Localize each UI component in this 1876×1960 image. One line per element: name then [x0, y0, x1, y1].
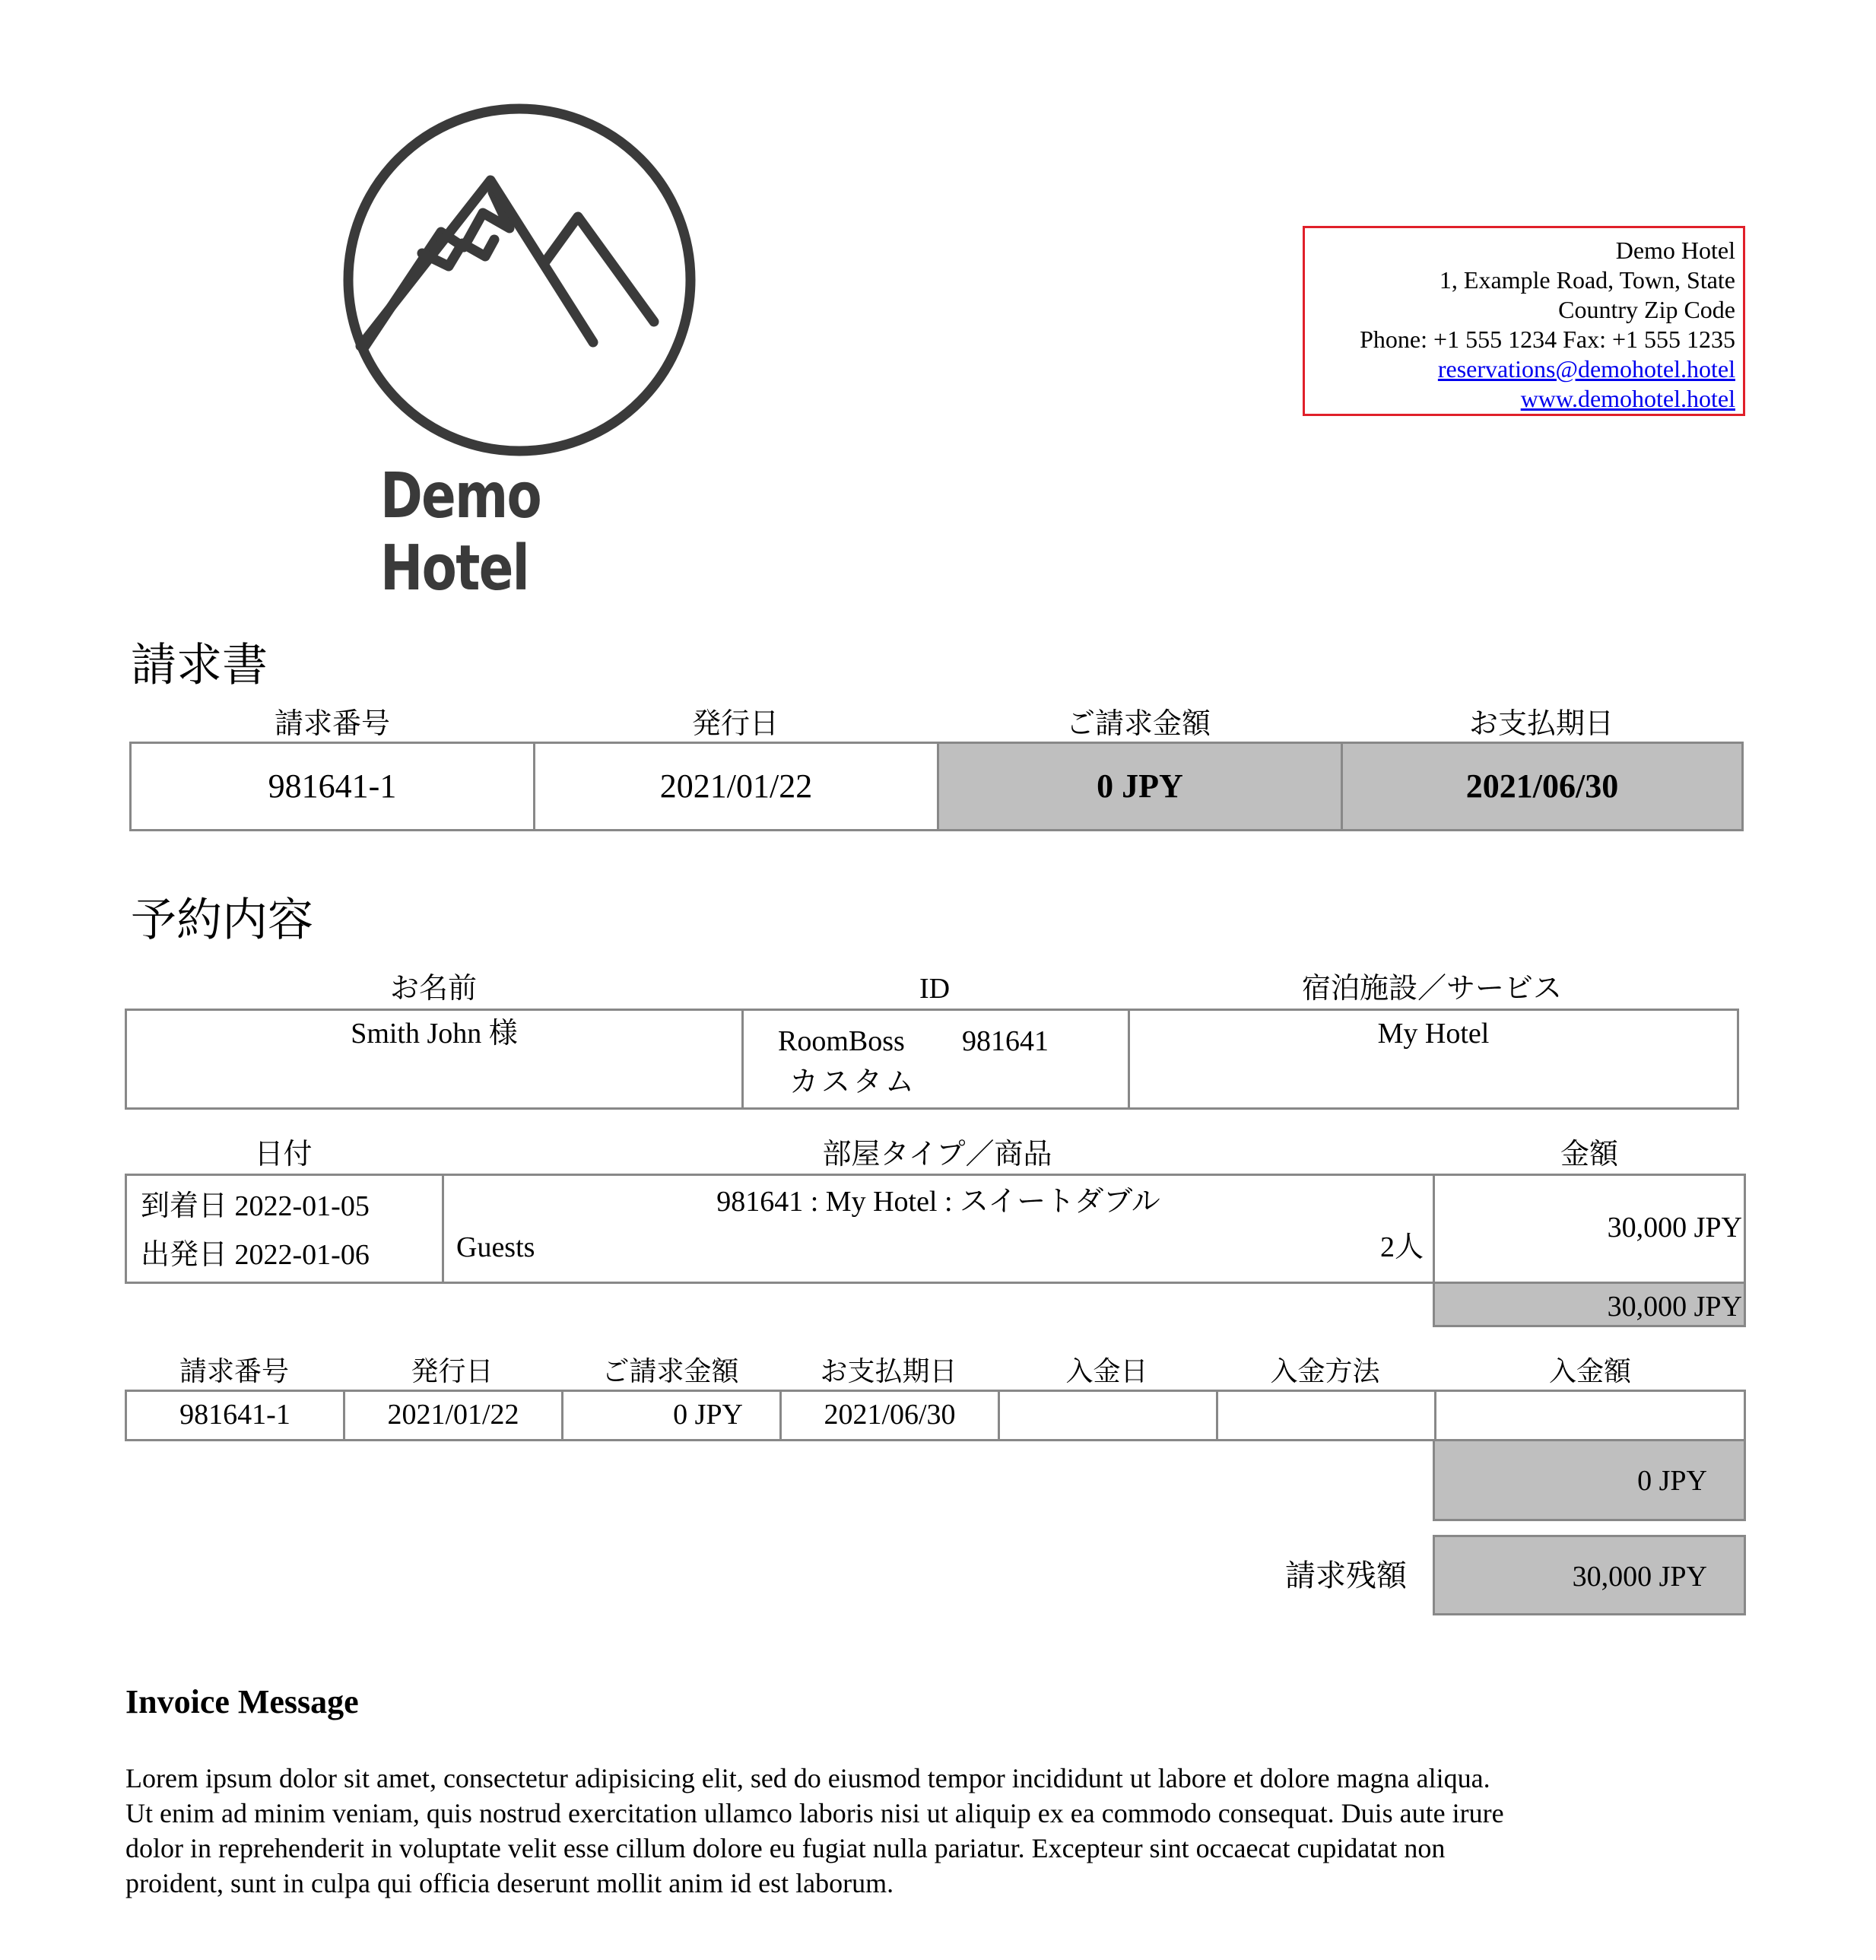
id-number: 981641	[962, 1025, 1049, 1057]
message-line: dolor in reprehenderit in voluptate velit esse cillum dolore eu fugiat nulla pariatur. Excepteur sint occaecat cupidatat non	[125, 1833, 1446, 1863]
payment-invoice-amount: 0 JPY	[561, 1390, 782, 1441]
item-amount: 30,000 JPY	[1607, 1212, 1742, 1244]
guests-label: Guests	[456, 1231, 535, 1263]
paid-total-cell	[1433, 1439, 1746, 1521]
items-header-room-type: 部屋タイプ／商品	[822, 1139, 1052, 1171]
payment-method	[1216, 1390, 1436, 1441]
item-subtotal: 30,000 JPY	[1607, 1291, 1742, 1323]
message-line: proident, sunt in culpa qui officia deserunt mollit anim id est laborum.	[125, 1868, 894, 1898]
invoice-number: 981641-1	[129, 742, 535, 831]
hotel-website-link[interactable]: www.demohotel.hotel	[1520, 385, 1735, 412]
message-line: Lorem ipsum dolor sit amet, consectetur adipisicing elit, sed do eiusmod tempor incididunt ut labore et dolore magna aliqua.	[125, 1763, 1490, 1793]
item-amount-cell	[1433, 1174, 1746, 1284]
reservation-header-id: ID	[919, 973, 951, 1005]
payment-date	[998, 1390, 1218, 1441]
hotel-email-link[interactable]: reservations@demohotel.hotel	[1437, 355, 1735, 383]
invoice-header-due-date: お支払期日	[1468, 708, 1614, 740]
room-description: 981641 : My Hotel : スイートダブル	[716, 1186, 1160, 1218]
paid-total: 0 JPY	[1637, 1465, 1707, 1497]
payments-header-payment-method: 入金方法	[1270, 1356, 1380, 1387]
reservation-header-name: お名前	[389, 973, 477, 1005]
payments-header-amount: ご請求金額	[602, 1356, 739, 1387]
hotel-address-line1: 1, Example Road, Town, State	[1439, 266, 1735, 294]
message-line: Ut enim ad minim veniam, quis nostrud exercitation ullamco laboris nisi ut aliquip ex ea commodo consequat. Duis aute irure	[125, 1798, 1504, 1828]
payments-header-issue-date: 発行日	[411, 1356, 494, 1387]
property-cell	[1128, 1009, 1739, 1110]
invoice-header-amount: ご請求金額	[1065, 708, 1211, 740]
balance-cell	[1433, 1535, 1746, 1615]
hotel-name: Demo Hotel	[1615, 237, 1735, 264]
payments-header-paid-amount: 入金額	[1548, 1356, 1631, 1387]
departure-date: 2022-01-06	[234, 1239, 370, 1271]
guests-count: 2人	[1379, 1231, 1424, 1263]
reservation-id-cell	[741, 1009, 1130, 1110]
departure	[141, 1238, 370, 1272]
payments-header-payment-date: 入金日	[1065, 1356, 1148, 1387]
arrival-label: 到着日	[141, 1190, 228, 1222]
id-source: RoomBoss	[778, 1025, 905, 1057]
payment-paid-amount	[1434, 1390, 1746, 1441]
hotel-address-line2: Country Zip Code	[1558, 296, 1735, 323]
property-name: My Hotel	[1377, 1018, 1490, 1050]
message-heading: Invoice Message	[125, 1683, 359, 1720]
arrival-date: 2022-01-05	[234, 1190, 370, 1222]
hotel-contact-box	[1303, 226, 1745, 416]
hotel-phone-fax: Phone: +1 555 1234 Fax: +1 555 1235	[1360, 326, 1735, 353]
items-header-date: 日付	[254, 1139, 313, 1171]
items-header-amount: 金額	[1560, 1139, 1618, 1171]
hotel-logo	[335, 95, 745, 605]
payment-due-date: 2021/06/30	[779, 1390, 1000, 1441]
logo-text: Demo Hotel	[380, 460, 541, 605]
mountain-circle-logo-icon	[335, 95, 745, 460]
id-type: カスタム	[789, 1066, 918, 1098]
balance-amount: 30,000 JPY	[1572, 1561, 1707, 1593]
message-body	[125, 1761, 1760, 1901]
guest-name-cell	[125, 1009, 744, 1110]
departure-label: 出発日	[141, 1239, 228, 1271]
payments-header-due-date: お支払期日	[820, 1356, 957, 1387]
room-description-cell	[442, 1174, 1435, 1284]
reservation-header-property: 宿泊施設／サービス	[1301, 973, 1562, 1005]
payment-invoice-number: 981641-1	[125, 1390, 345, 1441]
invoice-title: 請求書	[131, 640, 268, 691]
reservation-title: 予約内容	[131, 895, 313, 945]
stay-dates-cell	[125, 1174, 444, 1284]
invoice-due-date: 2021/06/30	[1341, 742, 1744, 831]
invoice-header-number: 請求番号	[274, 708, 390, 740]
invoice-amount: 0 JPY	[937, 742, 1343, 831]
invoice-header-issue-date: 発行日	[691, 708, 779, 740]
guest-name: Smith John 様	[351, 1018, 518, 1050]
payment-issue-date: 2021/01/22	[343, 1390, 563, 1441]
balance-label: 請求残額	[1285, 1558, 1407, 1593]
arrival	[141, 1190, 370, 1223]
invoice-issue-date: 2021/01/22	[533, 742, 939, 831]
item-subtotal-cell	[1433, 1282, 1746, 1327]
payments-header-invoice-number: 請求番号	[179, 1356, 289, 1387]
